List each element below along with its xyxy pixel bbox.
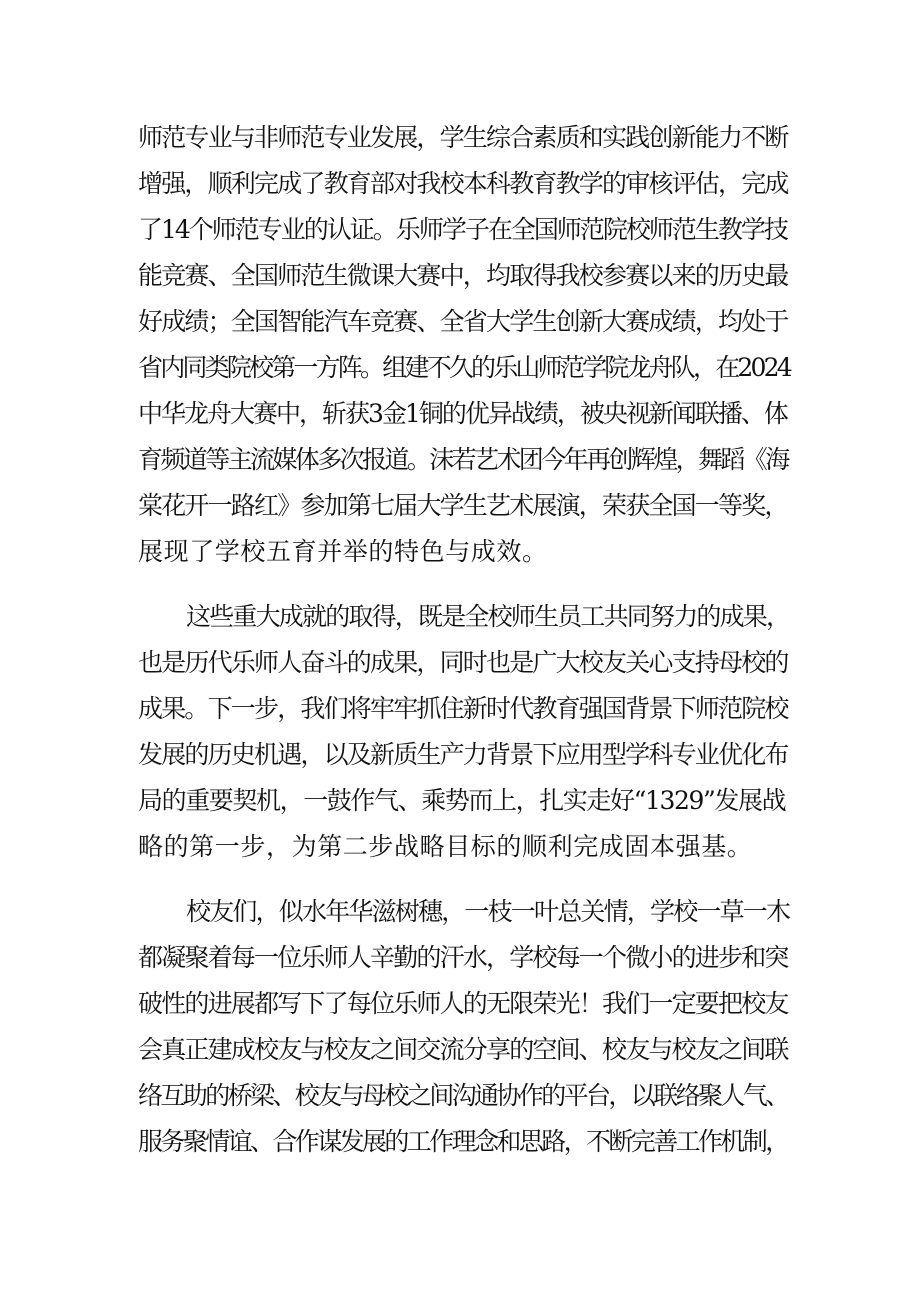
- text-line: 棠花开一路红》参加第七届大学生艺术展演，荣获全国一等奖，: [138, 491, 788, 520]
- text-line: 校友们，似水年华滋树穗，一枝一叶总关情，学校一草一木: [186, 897, 790, 926]
- text-line: 成果。下一步，我们将牢牢抓住新时代教育强国背景下师范院校: [138, 694, 788, 723]
- text-line: 师范专业与非师范专业发展，学生综合素质和实践创新能力不断: [138, 123, 788, 152]
- text-line: 络互助的桥梁、校友与母校之间沟通协作的平台，以联络聚人气、: [138, 1081, 788, 1110]
- text-line: 都凝聚着每一位乐师人辛勤的汗水，学校每一个微小的进步和突: [138, 943, 788, 972]
- text-line: 好成绩；全国智能汽车竞赛、全省大学生创新大赛成绩，均处于: [138, 307, 788, 336]
- text-line: 服务聚情谊、合作谋发展的工作理念和思路，不断完善工作机制，: [138, 1127, 788, 1156]
- text-line: 省内同类院校第一方阵。组建不久的乐山师范学院龙舟队，在2024: [138, 353, 790, 382]
- text-line: 也是历代乐师人奋斗的成果，同时也是广大校友关心支持母校的: [138, 648, 788, 677]
- text-line: 了14个师范专业的认证。乐师学子在全国师范院校师范生教学技: [138, 215, 787, 244]
- text-line: 中华龙舟大赛中，斩获3金1铜的优异战绩，被央视新闻联播、体: [138, 399, 787, 428]
- text-line: 略的第一步，为第二步战略目标的顺利完成固本强基。: [138, 832, 753, 861]
- text-line: 能竞赛、全国师范生微课大赛中，均取得我校参赛以来的历史最: [138, 261, 788, 290]
- text-line: 破性的进展都写下了每位乐师人的无限荣光！我们一定要把校友: [138, 989, 788, 1018]
- text-line: 育频道等主流媒体多次报道。沫若艺术团今年再创辉煌，舞蹈《海: [138, 445, 788, 474]
- text-line: 增强，顺利完成了教育部对我校本科教育教学的审核评估，完成: [138, 169, 788, 198]
- text-line: 发展的历史机遇，以及新质生产力背景下应用型学科专业优化布: [138, 740, 788, 769]
- text-line: 展现了学校五育并举的特色与成效。: [138, 537, 548, 566]
- text-line: 局的重要契机，一鼓作气、乘势而上，扎实走好“1329”发展战: [138, 786, 786, 815]
- text-line: 这些重大成就的取得，既是全校师生员工共同努力的成果，: [186, 602, 790, 631]
- text-line: 会真正建成校友与校友之间交流分享的空间、校友与校友之间联: [138, 1035, 788, 1064]
